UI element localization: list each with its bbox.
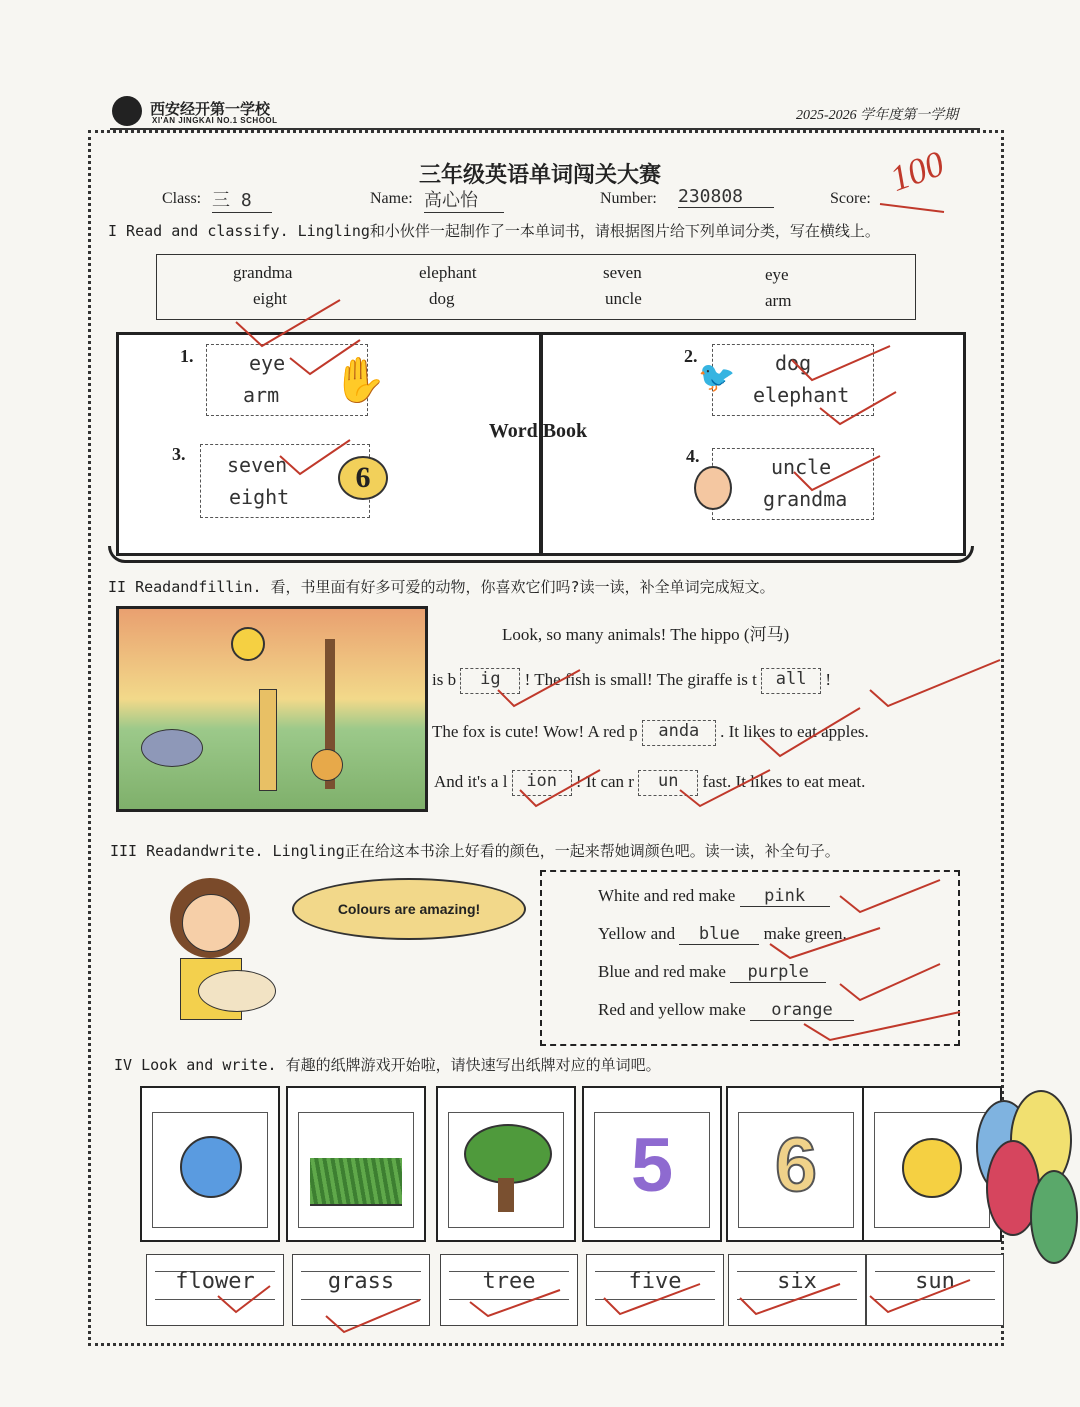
book-base [108, 546, 974, 563]
term-label: 2025-2026 学年度第一学期 [796, 108, 959, 123]
word-bank-item: uncle [605, 289, 642, 308]
class-value: 三 8 [212, 186, 272, 213]
speech-bubble: Colours are amazing! [292, 878, 526, 940]
colour-sentence-box [540, 870, 960, 1046]
answer-word: dog [775, 351, 812, 375]
card-answer-box [440, 1254, 578, 1326]
colour-sentence-2 [598, 924, 847, 945]
story-text: And it's a l [434, 771, 508, 791]
story-line-2 [432, 668, 831, 694]
story-line-3 [432, 720, 869, 746]
word-bank-item: arm [765, 291, 792, 310]
card-answer: flower [175, 1269, 255, 1294]
group-number: 3. [172, 444, 186, 464]
lion-icon [311, 749, 343, 781]
tree-trunk-shape [498, 1178, 514, 1212]
story-text: . It likes to eat apples. [720, 721, 869, 741]
answer-word: elephant [753, 383, 850, 407]
card-answer: tree [482, 1269, 536, 1294]
card-answer-box [146, 1254, 284, 1326]
fill-blank-answer: ion [512, 770, 572, 796]
section3-heading: III Readandwrite. Lingling正在给这本书涂上好看的颜色，一起来帮她调颜色吧。读一读，补全句子。 [110, 842, 840, 860]
palette-icon [198, 970, 276, 1012]
hippo-icon [141, 729, 203, 767]
grass-icon [310, 1158, 402, 1206]
name-value: 高心怡 [424, 186, 504, 213]
fill-blank-answer: anda [642, 720, 716, 746]
school-logo [112, 96, 142, 126]
group-number: 2. [684, 346, 698, 366]
answer-word: seven [227, 453, 288, 477]
word-bank [156, 254, 916, 320]
colour-answer: purple [730, 962, 826, 983]
fill-blank-answer: all [761, 668, 821, 694]
word-bank-item: seven [603, 263, 642, 282]
card-answer-box [586, 1254, 724, 1326]
class-label: Class: [162, 190, 202, 207]
answer-word: eight [229, 485, 290, 509]
story-text: The fox is cute! Wow! A red p [432, 721, 638, 741]
school-name-cn: 西安经开第一学校 [150, 101, 271, 118]
word-bank-item: elephant [419, 263, 477, 282]
card-answer: grass [327, 1269, 395, 1294]
score-label: Score: [830, 190, 871, 207]
fill-blank-answer: un [638, 770, 698, 796]
group-number: 1. [180, 346, 194, 366]
card-answer: sun [915, 1269, 955, 1294]
story-line-1: Look, so many animals! The hippo (河马) [502, 625, 790, 644]
sentence-text: make green. [763, 924, 847, 943]
picture-card-grass [286, 1086, 426, 1242]
book-title: Word Book [488, 420, 588, 442]
fill-blank-answer: ig [460, 668, 520, 694]
story-line-4 [434, 770, 865, 796]
sentence-text: Blue and red make [598, 962, 726, 981]
hand-icon: ✋ [332, 356, 387, 405]
story-text: ! The fish is small! The giraffe is t [524, 669, 757, 689]
colour-answer: pink [740, 886, 830, 907]
balloon-icon [1030, 1170, 1078, 1264]
answer-word: arm [243, 383, 280, 407]
group-4-slot [712, 448, 874, 520]
section2-heading: II Readandfillin. 看，书里面有好多可爱的动物，你喜欢它们吗?读一读，补全单词完成短文。 [108, 578, 775, 596]
section4-heading: IV Look and write. 有趣的纸牌游戏开始啦，请快速写出纸牌对应的单词吧。 [114, 1056, 661, 1074]
colour-answer: blue [679, 924, 759, 945]
digit-five: 5 [630, 1123, 674, 1208]
school-name-en: XI'AN JINGKAI NO.1 SCHOOL [152, 116, 278, 125]
word-bank-item: eye [765, 265, 789, 284]
sentence-text: Yellow and [598, 924, 676, 943]
score-value: 100 [884, 142, 950, 200]
girl-face-icon [694, 466, 732, 510]
group-number: 4. [686, 446, 700, 466]
worksheet-title: 三年级英语单词闯关大赛 [418, 162, 661, 187]
story-text: is b [432, 669, 457, 689]
face-shape [182, 894, 240, 952]
card-answer-box [292, 1254, 430, 1326]
word-bank-item: eight [253, 289, 287, 308]
card-answer: five [628, 1269, 682, 1294]
tree-icon [464, 1124, 552, 1184]
sentence-text: Red and yellow make [598, 1000, 746, 1019]
answer-word: uncle [771, 455, 832, 479]
colour-answer: orange [750, 1000, 854, 1021]
picture-card-flower [140, 1086, 280, 1242]
animal-scene-picture [116, 606, 428, 812]
card-answer: six [777, 1269, 817, 1294]
section1-heading: I Read and classify. Lingling和小伙伴一起制作了一本单词书，请根据图片给下列单词分类，写在横线上。 [108, 222, 880, 240]
number-label: Number: [600, 190, 657, 207]
giraffe-icon [259, 689, 277, 791]
colour-sentence-1 [598, 886, 830, 907]
story-text: fast. It likes to eat meat. [702, 771, 866, 791]
number-value: 230808 [678, 186, 774, 208]
word-bank-item: dog [429, 289, 455, 308]
flower-icon [180, 1136, 242, 1198]
word-bank-item: grandma [233, 263, 293, 282]
word-book [108, 332, 968, 562]
group-2-slot [712, 344, 874, 416]
card-answer-box [728, 1254, 866, 1326]
colour-sentence-4 [598, 1000, 854, 1021]
number-six-icon: 6 [338, 456, 388, 500]
picture-card-five [582, 1086, 722, 1242]
bird-icon: 🐦 [698, 361, 736, 394]
name-label: Name: [370, 190, 413, 207]
digit-six: 6 [774, 1123, 818, 1208]
sun-icon [231, 627, 265, 661]
answer-word: eye [249, 351, 286, 375]
answer-word: grandma [763, 487, 848, 511]
colour-sentence-3 [598, 962, 826, 983]
picture-card-tree [436, 1086, 576, 1242]
sun-icon [902, 1138, 962, 1198]
painting-girl-illustration [150, 868, 270, 1028]
card-answer-box [866, 1254, 1004, 1326]
sentence-text: White and red make [598, 886, 736, 905]
picture-card-six [726, 1086, 866, 1242]
story-text: ! It can r [575, 771, 634, 791]
story-text: ! [825, 669, 832, 689]
